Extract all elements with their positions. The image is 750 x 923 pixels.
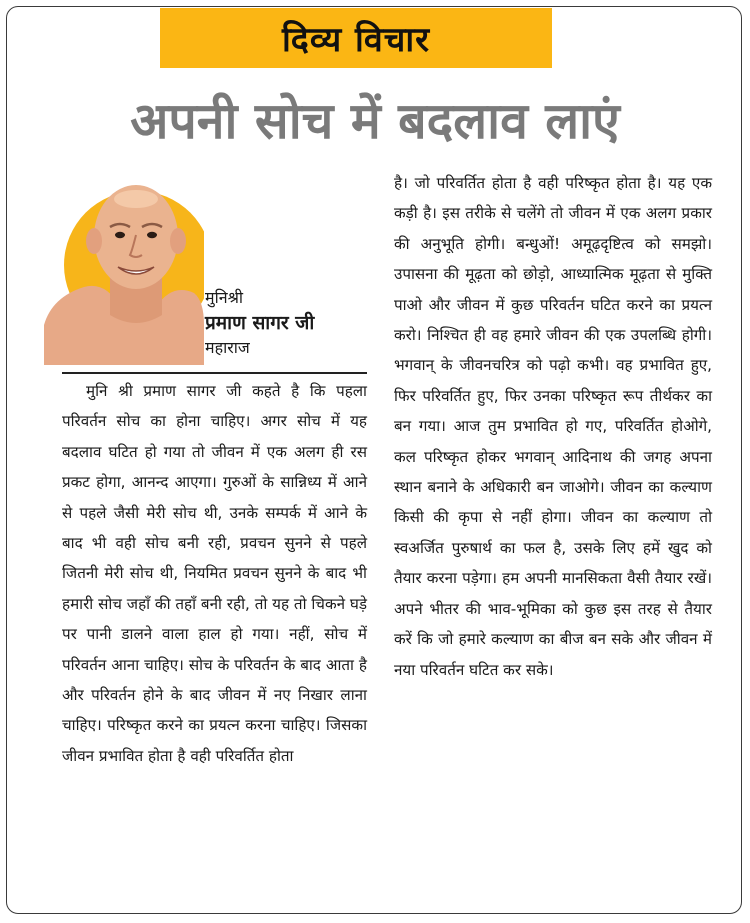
portrait-ear-left xyxy=(86,228,102,254)
headline: अपनी सोच में बदलाव लाएं xyxy=(130,92,620,150)
author-byline xyxy=(205,286,365,360)
article-column-left: मुनि श्री प्रमाण सागर जी कहते है कि पहला परिवर्तन सोच का होना चाहिए। अगर सोच में यह बदलाव घटित हो गया तो जीवन में एक अलग ही रस प्रकट होगा, आनन्द आएगा। गुरुओं के सान्निध्य में आने से पहले जैसी मेरी सोच थी, उनके सम्पर्क में आने के बाद भी वही सोच बनी रही, प्रवचन सुनने से पहले जितनी मेरी सोच थी, नियमित प्रवचन सुनने के बाद भी हमारी सोच जहाँ की तहाँ बनी रही, तो यह तो चिकने घड़े पर पानी डालने वाला हाल हो गया। नहीं, सोच में परिवर्तन आना चाहिए। सोच के परिवर्तन के बाद आता है और परिवर्तन होने के बाद जीवन में नए निखार लाना चाहिए। परिष्कृत करने का प्रयत्न करना चाहिए। जिसका जीवन प्रभावित होता है वही परिवर्तित होता xyxy=(62,382,367,765)
author-portrait xyxy=(44,175,204,365)
author-suffix: महाराज xyxy=(205,338,250,357)
author-prefix: मुनिश्री xyxy=(205,288,244,307)
section-banner xyxy=(160,8,552,68)
column-divider-rule xyxy=(62,372,367,374)
portrait-eye-left xyxy=(115,232,125,238)
author-name: प्रमाण सागर जी xyxy=(205,312,315,334)
portrait-eye-right xyxy=(147,232,157,238)
section-title: दिव्य विचार xyxy=(281,20,431,60)
portrait-ear-right xyxy=(170,228,186,254)
article-column-right: है। जो परिवर्तित होता है वही परिष्कृत होता है। यह एक कड़ी है। इस तरीके से चलेंगे तो जीवन में एक अलग प्रकार की अनुभूति होगी। बन्धुओं! अमूढ़दृष्टित्व को समझो। उपासना की मूढ़ता को छोड़ो, आध्यात्मिक मूढ़ता से मुक्ति पाओ और जीवन में कुछ परिवर्तन घटित करने का प्रयत्न करो। निश्चित ही वह हमारे जीवन की एक उपलब्धि होगी। भगवान् के जीवनचरित्र को पढ़ो कभी। वह प्रभावित हुए, फिर परिवर्तित हुए, फिर उनका परिष्कृत रूप तीर्थकर का बन गया। आज तुम प्रभावित हो गए, परिवर्तित होओगे, कल परिष्कृत होकर भगवान् आदिनाथ की जगह अपना स्थान बनाने के अधिकारी बन जाओगे। जीवन का कल्याण किसी की कृपा से नहीं होगा। जीवन का कल्याण तो स्वअर्जित पुरुषार्थ का फल है, उसके लिए हमें खुद को तैयार करना पड़ेगा। हम अपनी मानसिकता वैसी तैयार रखें। अपने भीतर की भाव-भूमिका को कुछ इस तरह से तैयार करें कि जो हमारे कल्याण का बीज बन सके और जीवन में नया परिवर्तन घटित कर सके। xyxy=(394,174,712,679)
portrait-forehead-shine xyxy=(114,190,158,208)
